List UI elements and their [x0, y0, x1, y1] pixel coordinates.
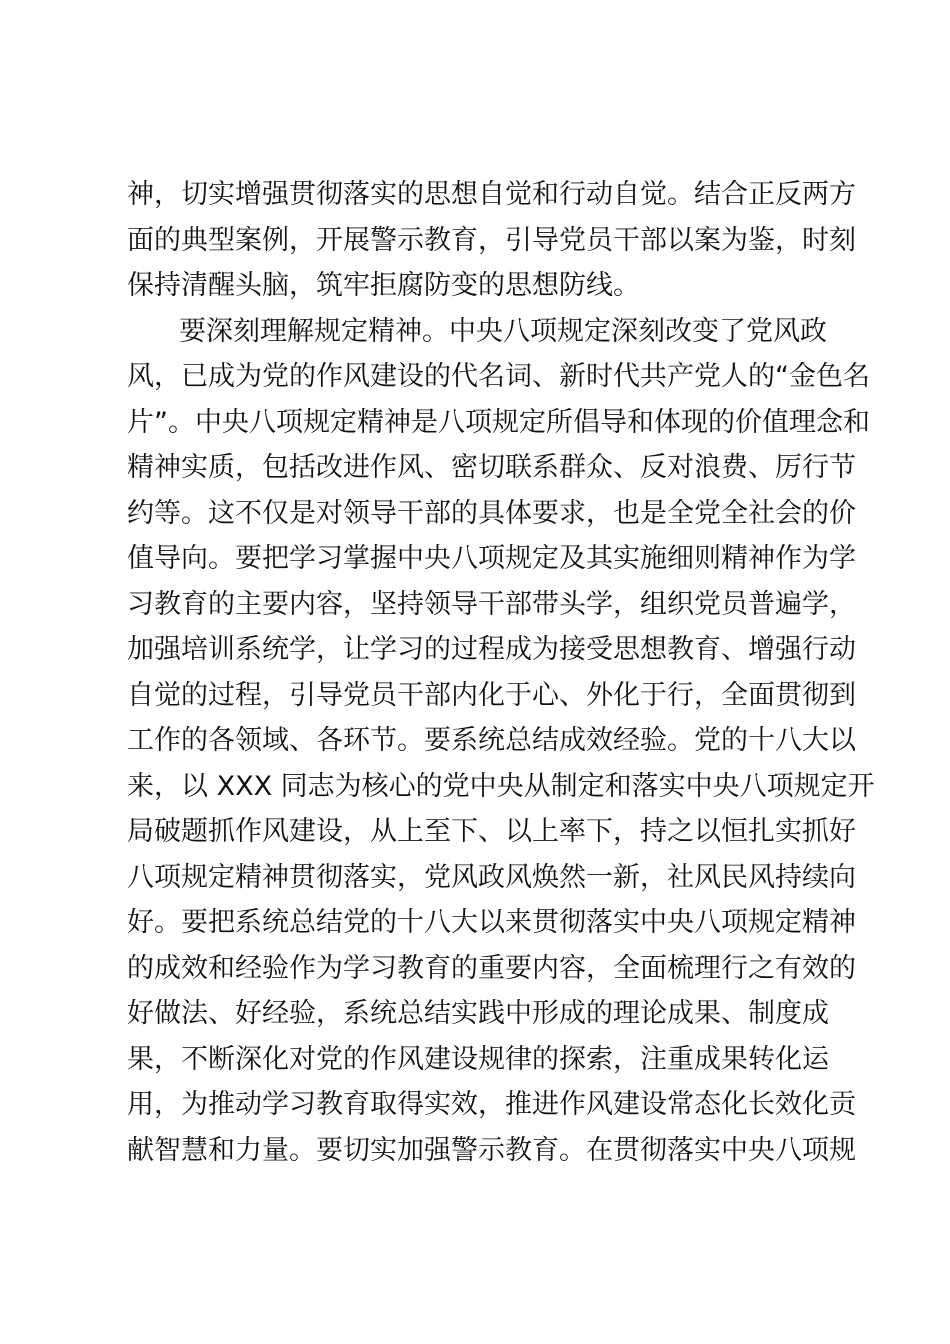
- text-line: 习教育的主要内容，坚持领导干部带头学，组织党员普遍学，: [127, 588, 856, 620]
- document-body: [127, 172, 875, 1173]
- text-line: 好。要把系统总结党的十八大以来贯彻落实中央八项规定精神: [127, 907, 856, 938]
- text-line: 来，以 XXX 同志为核心的党中央从制定和落实中央八项规定开: [127, 770, 875, 802]
- text-line: 果，不断深化对党的作风建设规律的探索，注重成果转化运: [127, 1043, 829, 1075]
- text-line: 面的典型案例，开展警示教育，引导党员干部以案为鉴，时刻: [127, 224, 856, 256]
- text-line: 的成效和经验作为学习教育的重要内容，全面梳理行之有效的: [127, 952, 856, 984]
- paragraph-first-line: 要深刻理解规定精神。中央八项规定深刻改变了党风政: [179, 315, 827, 347]
- text-line: 自觉的过程，引导党员干部内化于心、外化于行，全面贯彻到: [127, 679, 856, 711]
- text-line: 保持清醒头脑，筑牢拒腐防变的思想防线。: [127, 270, 640, 301]
- text-line: 局破题抓作风建设，从上至下、以上率下，持之以恒扎实抓好: [127, 816, 856, 847]
- text-line: 值导向。要把学习掌握中央八项规定及其实施细则精神作为学: [127, 543, 856, 574]
- text-line: 工作的各领域、各环节。要系统总结成效经验。党的十八大以: [127, 725, 856, 756]
- text-line: 八项规定精神贯彻落实，党风政风焕然一新，社风民风持续向: [127, 861, 856, 893]
- text-line: 献智慧和力量。要切实加强警示教育。在贯彻落实中央八项规: [127, 1134, 856, 1166]
- text-line: 精神实质，包括改进作风、密切联系群众、反对浪费、厉行节: [127, 452, 856, 483]
- text-line: 加强培训系统学，让学习的过程成为接受思想教育、增强行动: [127, 634, 856, 665]
- text-line: 约等。这不仅是对领导干部的具体要求，也是全党全社会的价: [127, 497, 856, 529]
- text-line: 风，已成为党的作风建设的代名词、新时代共产党人的“金色名: [127, 361, 870, 392]
- text-line: 片”。中央八项规定精神是八项规定所倡导和体现的价值理念和: [127, 406, 870, 438]
- text-line: 神，切实增强贯彻落实的思想自觉和行动自觉。结合正反两方: [127, 179, 856, 210]
- text-line: 用，为推动学习教育取得实效，推进作风建设常态化长效化贡: [127, 1089, 856, 1120]
- text-line: 好做法、好经验，系统总结实践中形成的理论成果、制度成: [127, 998, 829, 1029]
